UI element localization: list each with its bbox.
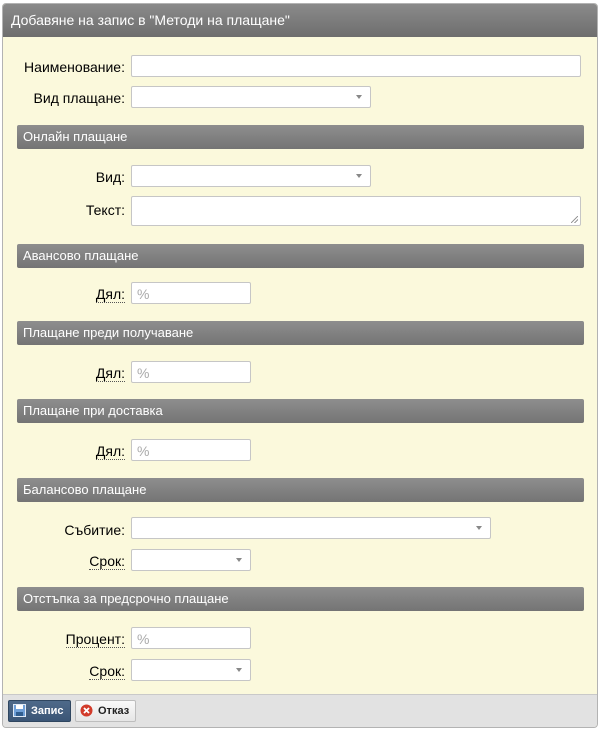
section-balance-header: Балансово плащане	[17, 478, 584, 502]
section-advance-header: Авансово плащане	[17, 244, 584, 268]
section-on-delivery-header: Плащане при доставка	[17, 399, 584, 423]
early-discount-percent-placeholder: %	[137, 631, 150, 647]
name-input[interactable]	[131, 55, 581, 77]
save-disk-icon	[13, 704, 26, 717]
advance-share-label: Дял:	[95, 286, 125, 302]
balance-event-select[interactable]	[131, 517, 491, 539]
name-label: Наименование:	[24, 59, 125, 75]
balance-term-select[interactable]	[131, 549, 251, 571]
payment-type-select[interactable]	[131, 86, 371, 108]
dialog-title: Добавяне на запис в "Методи на плащане"	[3, 4, 597, 37]
balance-term-label: Срок:	[89, 553, 125, 569]
before-receipt-share-placeholder: %	[137, 365, 150, 381]
dialog-footer	[3, 694, 597, 727]
online-kind-select[interactable]	[131, 165, 371, 187]
save-button-label: Запис	[31, 705, 64, 717]
on-delivery-share-label: Дял:	[95, 443, 125, 459]
dialog-window	[2, 3, 598, 728]
early-discount-percent-input[interactable]	[131, 627, 251, 649]
chevron-down-icon	[356, 174, 362, 178]
on-delivery-share-input[interactable]	[131, 439, 251, 461]
before-receipt-share-label: Дял:	[95, 365, 125, 381]
section-early-discount-header: Отстъпка за предсрочно плащане	[17, 587, 584, 611]
online-kind-label: Вид:	[95, 169, 125, 185]
section-online-header: Онлайн плащане	[17, 125, 584, 149]
chevron-down-icon	[476, 526, 482, 530]
chevron-down-icon	[356, 95, 362, 99]
section-before-receipt-header: Плащане преди получаване	[17, 321, 584, 345]
early-discount-percent-label: Процент:	[65, 631, 125, 647]
before-receipt-share-input[interactable]	[131, 361, 251, 383]
save-button[interactable]	[8, 700, 71, 722]
early-discount-term-label: Срок:	[89, 663, 125, 679]
payment-type-label: Вид плащане:	[33, 90, 125, 106]
early-discount-term-select[interactable]	[131, 659, 251, 681]
online-text-textarea[interactable]	[131, 196, 581, 226]
advance-share-placeholder: %	[137, 286, 150, 302]
balance-event-label: Събитие:	[64, 522, 125, 538]
chevron-down-icon	[236, 558, 242, 562]
resize-grip-icon[interactable]	[571, 216, 578, 223]
chevron-down-icon	[236, 668, 242, 672]
cancel-icon	[80, 704, 93, 717]
cancel-button-label: Отказ	[98, 705, 130, 717]
on-delivery-share-placeholder: %	[137, 443, 150, 459]
advance-share-input[interactable]	[131, 282, 251, 304]
cancel-button[interactable]	[75, 700, 136, 722]
online-text-label: Текст:	[85, 202, 125, 218]
